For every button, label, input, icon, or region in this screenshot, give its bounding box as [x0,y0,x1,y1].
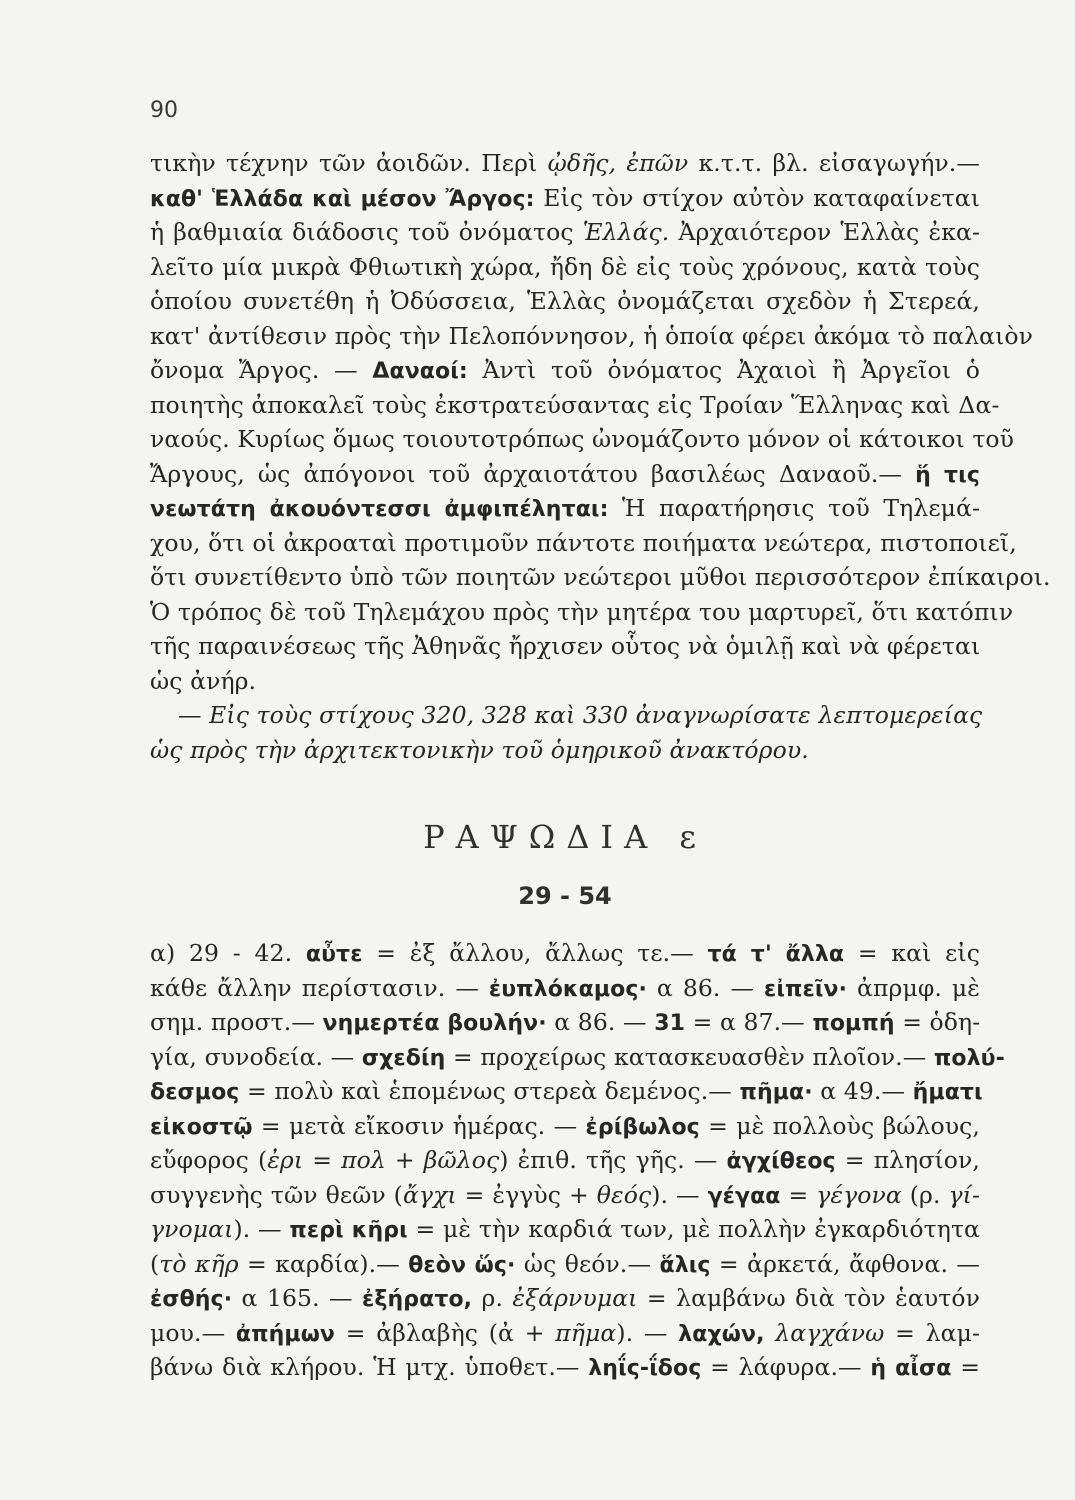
text-line [150,457,980,492]
line-text: α 165. — [232,1284,363,1312]
lemma-term: νεωτάτη ἀκουόντεσσι ἀμφιπέληται: [150,497,609,522]
lemma-term: πομπή [812,1011,895,1036]
text-line [150,1109,980,1144]
line-text: ( [150,1249,160,1278]
line-text: Εἰς τὸν στίχον αὐτὸν καταφαίνεται [534,183,981,212]
text-line [150,1143,980,1178]
italic-text: ἄγχι [402,1180,457,1209]
line-text: = καρδία).— [238,1249,409,1278]
italic-text: ἐρι = πολ + βῶλος [267,1146,500,1174]
lemma-term: ἥ τις [915,462,980,488]
line-text: = ἐγγὺς + [456,1180,597,1209]
text-line [150,698,983,733]
text-line [150,1005,980,1040]
line-text: = λαμ- [884,1318,981,1347]
lemma-term: Δαναοί: [372,359,468,384]
line-text: ὄνομα Ἄργος. — [150,356,373,384]
line-text: ). — [651,1180,708,1209]
verse-range-heading: 29 - 54 [518,882,612,910]
text-line [150,181,980,216]
italic-text: πῆμα [555,1318,617,1347]
line-text: τικὴν τέχνην τῶν ἀοιδῶν. Περὶ [150,149,548,177]
lemma-term: θεὸν ὥς· [408,1252,516,1278]
text-line [150,560,1051,595]
italic-text: ὡς πρὸς τὴν ἀρχιτεκτονικὴν τοῦ ὁμηρικοῦ ἀνακτόρου. [150,735,809,764]
line-text: εὔφορος ( [150,1146,268,1174]
line-text: = προχείρως κατασκευασθὲν πλοῖον.— [445,1042,934,1071]
line-text: γία, συνοδεία. — [150,1042,362,1071]
text-line [150,733,980,768]
line-text: συγγενὴς τῶν θεῶν ( [150,1180,403,1209]
lemma-term: σχεδίη [361,1045,446,1071]
line-text: = λαμβάνω διὰ τὸν ἑαυτόν [637,1284,980,1312]
line-text: κ.τ.τ. βλ. εἰσαγωγήν.— [688,149,980,177]
lemma-term: δεσμος [150,1080,240,1105]
line-text: = πολὺ καὶ ἑπομένως στερεὰ δεμένος.— [239,1077,740,1105]
line-text: = μετὰ εἴκοσιν ἡμέρας. — [252,1111,586,1140]
line-text: Ἡ παρατήρησις τοῦ Τηλεμά- [608,494,980,522]
line-text: = ἐξ ἄλλου, ἄλλως τε.— [362,939,708,967]
line-text: = λάφυρα.— [701,1353,871,1381]
italic-text: Εἰς τοὺς στίχους 320, 328 καὶ 330 ἀναγνωρίσατε λεπτομερείας [209,701,983,729]
text-line [150,595,1014,630]
line-text: ὁποίου συνετέθη ἡ Ὀδύσσεια, Ἑλλὰς ὀνομάζεται σχεδὸν ἡ Στερεά, [150,287,980,315]
lemma-term: ἡ αἶσα [870,1356,952,1381]
line-text: ρ. [472,1284,513,1312]
text-line [150,284,980,319]
lemma-term: ἐξήρατο, [362,1287,473,1312]
text-line [150,215,980,250]
line-text: = ἀβλαβὴς (ἀ + [335,1318,556,1347]
line-text: Ἀρχαιότερον Ἑλλὰς ἐκα- [669,218,980,246]
lemma-term: λαχών, [678,1321,765,1347]
text-line [150,1074,983,1109]
line-text: ὡς ἀνήρ. [150,666,257,695]
italic-text: γί- [948,1180,980,1209]
lemma-term: καθ' Ἑλλάδα καὶ μέσον Ἄργος: [150,186,535,212]
text-line [150,1040,1005,1075]
line-text: ποιητὴς ἀποκαλεῖ τοὺς ἐκστρατεύσαντας εἰς Τροίαν Ἕλληνας καὶ Δα- [150,390,1000,419]
line-text: Ἀντὶ τοῦ ὀνόματος Ἀχαιοὶ ἢ Ἀργεῖοι ὁ [467,356,980,384]
line-text: κατ' ἀντίθεσιν πρὸς τὴν Πελοπόννησον, ἡ ὁποία φέρει ἀκόμα τὸ παλαιὸν [150,321,1034,350]
text-line [150,629,980,664]
lemma-term: ἀπήμων [235,1321,335,1347]
italic-text: γέγονα [816,1180,902,1209]
line-text: α 86. — [646,973,764,1002]
text-line [150,1247,980,1282]
commentary-section-1 [150,146,1051,767]
lemma-term: ἀγχίθεος [726,1149,836,1174]
line-text: ἀπρμφ. μὲ [847,973,980,1002]
line-text: ὡς θεόν.— [515,1249,660,1278]
lemma-term: τά τ' ἄλλα [707,942,845,967]
text-line [150,388,1000,423]
lemma-term: ἐυπλόκαμος· [488,976,647,1002]
lemma-term: 31 [654,1011,686,1036]
line-text: = πλησίον, [835,1146,980,1174]
text-line [150,1212,980,1247]
line-text: ) ἐπιθ. τῆς γῆς. — [499,1146,727,1174]
line-text: α 86. — [546,1008,655,1036]
line-text: (ρ. [901,1180,949,1209]
lemma-term: ἐρίβωλος [585,1114,700,1140]
lemma-term: ἐσθής· [150,1287,233,1312]
text-line [150,1281,980,1316]
lemma-term: εἰπεῖν· [764,976,848,1002]
text-line [150,1178,980,1213]
line-text: χου, ὅτι οἱ ἀκροαταὶ προτιμοῦν πάντοτε ποιήματα νεώτερα, πιστοποιεῖ, [150,528,1017,557]
line-text [765,1319,776,1347]
lemma-term: πολύ- [933,1045,1005,1071]
lemma-term: ἤματι [912,1080,983,1105]
italic-text: θεός [596,1180,652,1209]
lemma-term: πῆμα· [739,1080,813,1105]
line-text: = [951,1353,981,1381]
line-text: = ὁδη- [894,1008,981,1036]
italic-text: λαγχάνω [775,1318,885,1347]
text-line [150,526,1017,561]
text-line [150,1350,980,1385]
italic-text: ἐξάρνυμαι [512,1284,638,1312]
lemma-term: νημερτέα βουλήν· [322,1011,547,1036]
line-text: βάνω διὰ κλήρου. Ἡ μτχ. ὑποθετ.— [150,1353,589,1381]
line-text: μου.— [150,1318,236,1347]
text-line [150,353,980,388]
text-line [150,250,980,285]
line-text: τῆς παραινέσεως τῆς Ἀθηνᾶς ἤρχισεν οὗτος νὰ ὁμιλῇ καὶ νὰ φέρεται [150,632,981,660]
line-text: = μὲ τὴν καρδιά των, μὲ πολλὴν ἐγκαρδιότητα [407,1215,981,1243]
lemma-term: ἅλις [659,1252,711,1278]
line-text: ἡ βαθμιαία διάδοσις τοῦ ὀνόματος [150,218,583,246]
italic-text: Ἑλλάς. [582,218,670,246]
text-line [150,936,980,971]
line-text: = μὲ πολλοὺς βώλους, [699,1111,980,1140]
line-text: ). — [233,1215,290,1243]
line-text: Ἄργους, ὡς ἀπόγονοι τοῦ ἀρχαιοτάτου βασιλέως Δαναοῦ.— [150,459,916,488]
text-line [150,971,980,1006]
page-number: 90 [150,98,178,123]
line-text: κάθε ἄλλην περίστασιν. — [150,973,489,1002]
line-text: α) 29 - 42. [150,939,306,967]
line-text: σημ. προστ.— [150,1008,323,1036]
line-text: = ἀρκετά, ἄφθονα. — [710,1249,980,1278]
italic-text: γνομαι [150,1215,234,1243]
lemma-term: αὖτε [305,942,363,967]
lemma-term: εἰκοστῷ [150,1114,253,1140]
lemma-term: γέγαα [707,1183,781,1209]
line-text: λεῖτο μία μικρὰ Φθιωτικὴ χώρα, ἤδη δὲ εἰς τοὺς χρόνους, κατὰ τοὺς [150,252,980,281]
text-line [150,319,1034,354]
line-text: Ὁ τρόπος δὲ τοῦ Τηλεμάχου πρὸς τὴν μητέρα του μαρτυρεῖ, ὅτι κατόπιν [150,597,1014,626]
italic-text: τὸ κῆρ [159,1249,239,1278]
text-line [150,146,980,181]
line-text: α 49.— [812,1077,913,1105]
line-text: = καὶ εἰς [844,939,980,967]
line-text: — [178,701,210,729]
rhapsody-heading: ΡΑΨΩΔΙΑ ε [423,818,707,856]
text-line [150,1316,980,1351]
text-line [150,491,980,526]
lemma-term: περὶ κῆρι [289,1218,408,1243]
text-line [150,422,1015,457]
line-text: ναούς. Κυρίως ὅμως τοιουτοτρόπως ὠνομάζοντο μόνον οἱ κάτοικοι τοῦ [150,425,1015,453]
text-line [150,664,980,699]
lemma-term: ληΐς-ΐδος [588,1356,702,1381]
line-text: ὅτι συνετίθεντο ὑπὸ τῶν ποιητῶν νεώτεροι μῦθοι περισσότερον ἐπίκαιροι. [150,563,1051,591]
commentary-section-2 [150,936,1005,1385]
line-text: ). — [616,1318,679,1347]
italic-text: ᾠδῆς, ἐπῶν [547,149,689,177]
line-text: = [780,1180,817,1209]
line-text: = α 87.— [685,1008,813,1036]
